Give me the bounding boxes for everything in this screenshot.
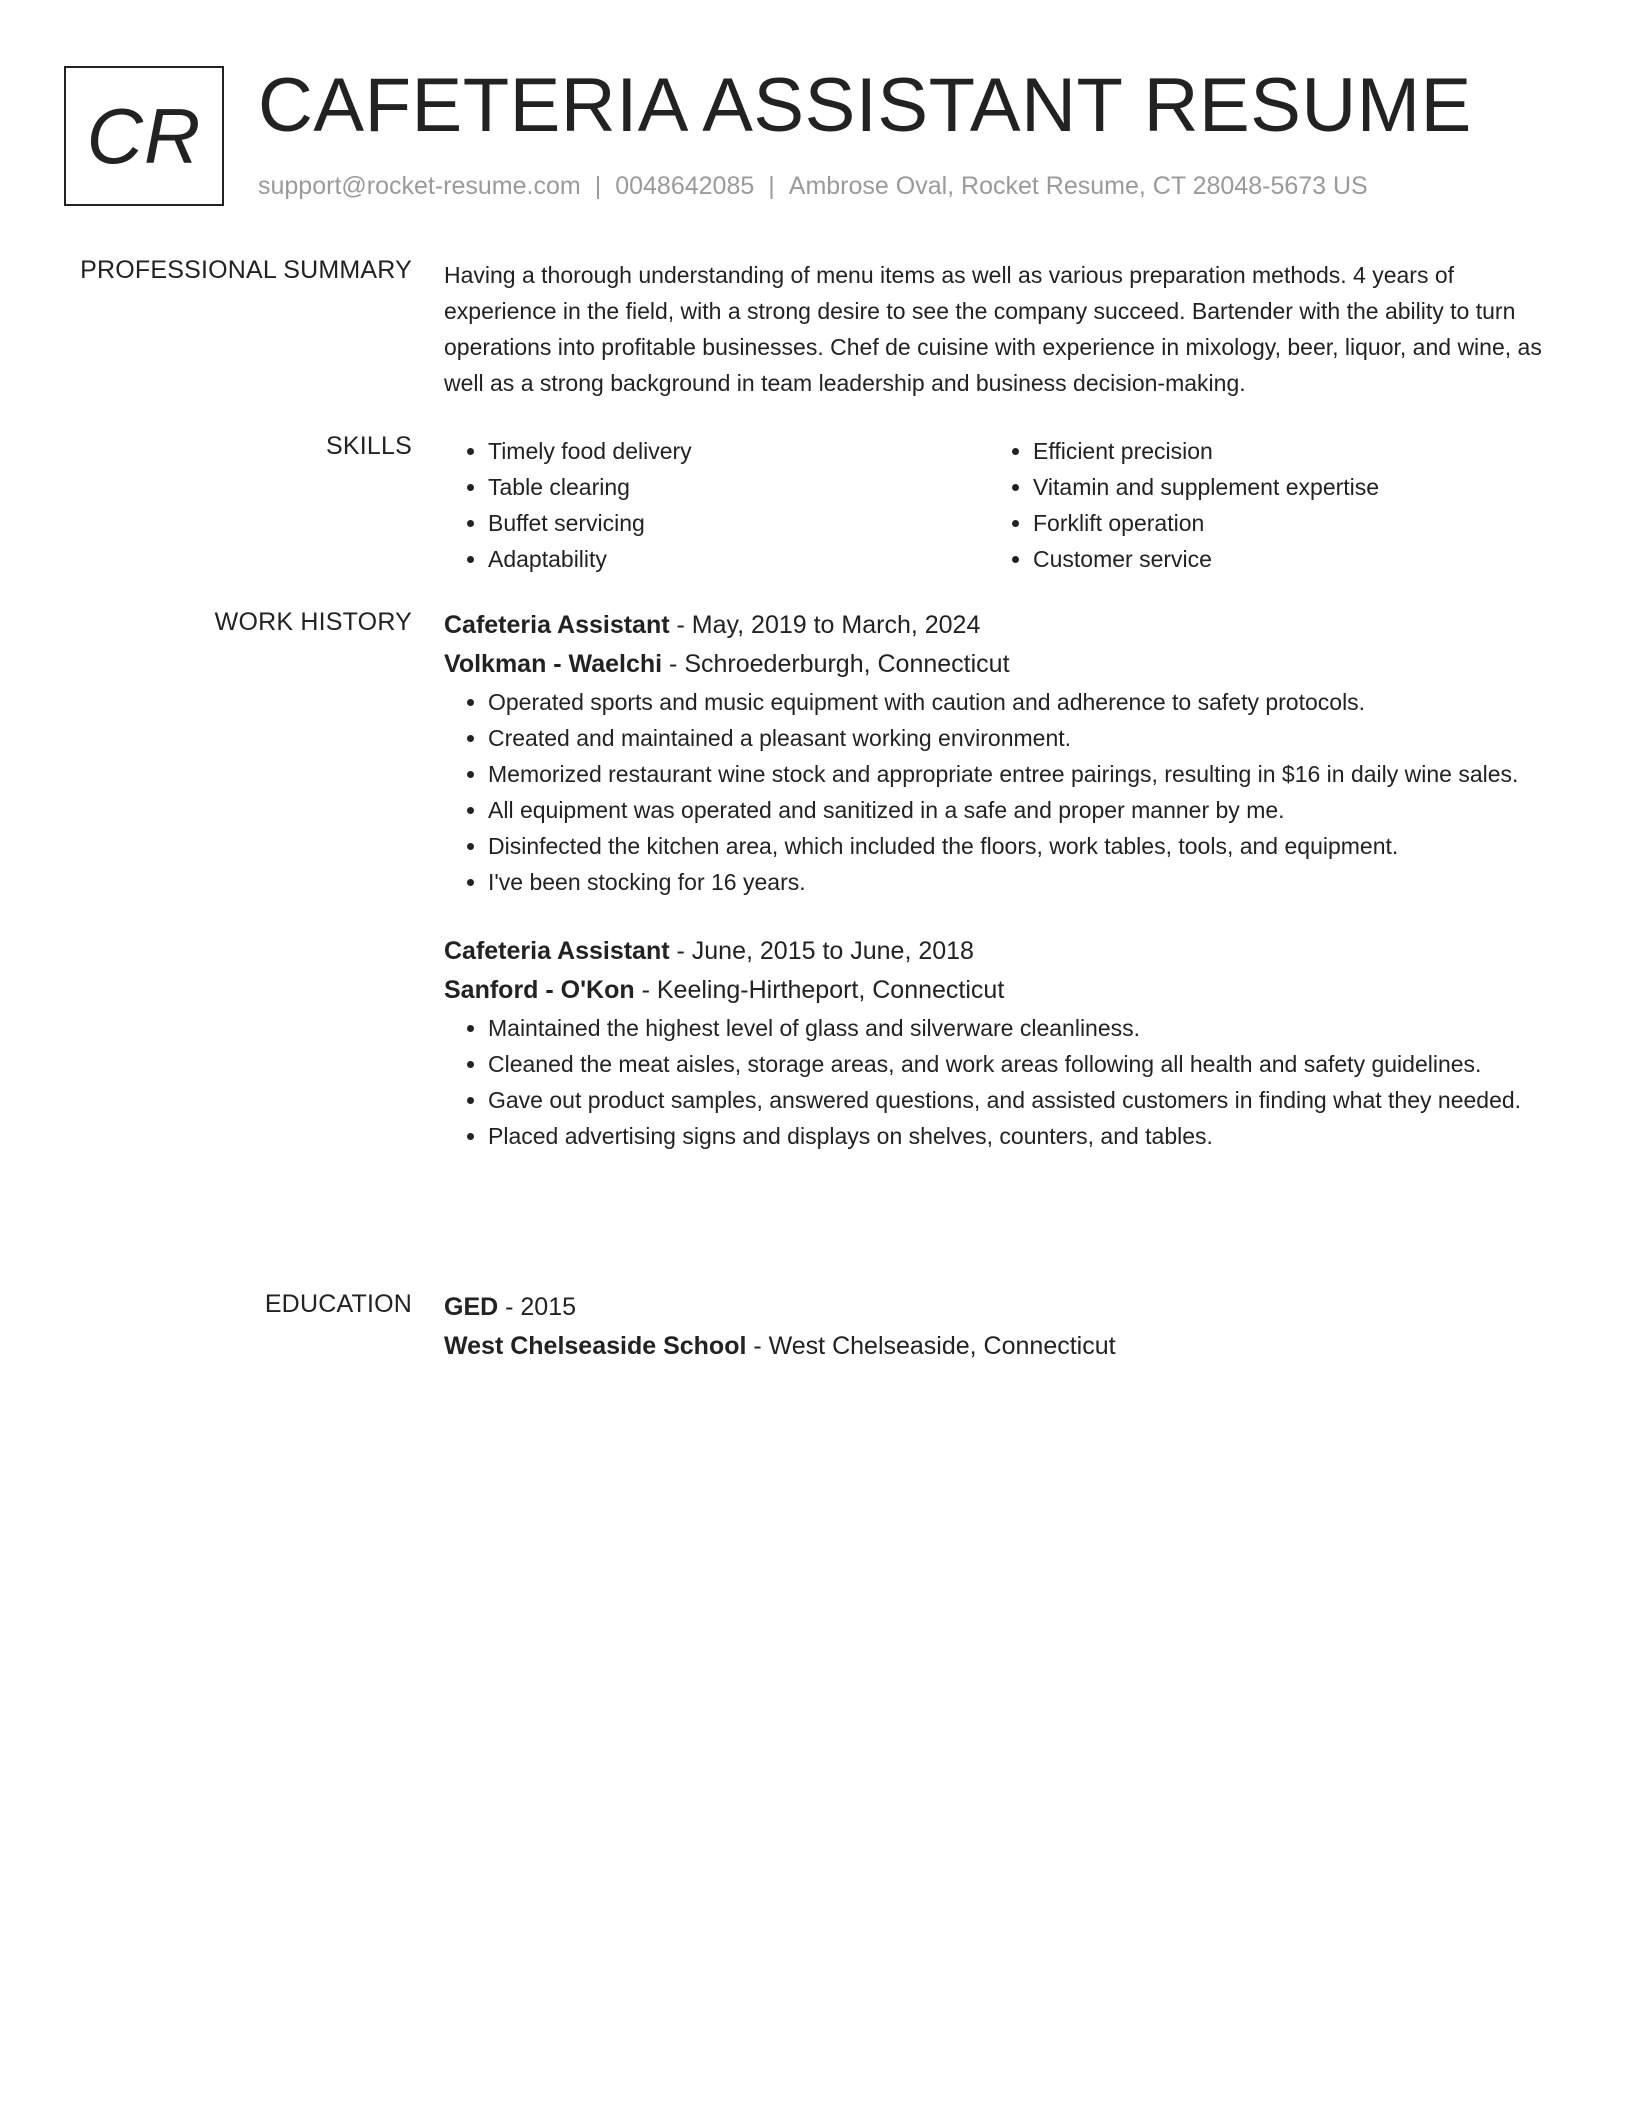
work-history-body — [444, 606, 1559, 1154]
job-company: Volkman - Waelchi — [444, 650, 663, 678]
contact-line — [258, 172, 1368, 201]
work-history-heading: WORK HISTORY — [214, 608, 412, 636]
education-degree: GED — [444, 1293, 499, 1321]
job-duty: • All equipment was operated and sanitized in a safe and proper manner by me. — [488, 792, 1559, 828]
summary-heading: PROFESSIONAL SUMMARY — [80, 256, 412, 284]
resume-title: CAFETERIA ASSISTANT RESUME — [258, 63, 1472, 148]
education-body — [444, 1288, 1559, 1366]
job-company-line — [444, 645, 1559, 684]
skill-item: • Timely food delivery — [488, 433, 989, 469]
job-company: Sanford - O'Kon — [444, 976, 635, 1004]
skill-item: • Adaptability — [488, 541, 989, 577]
job-title: Cafeteria Assistant — [444, 611, 670, 639]
summary-text: Having a thorough understanding of menu items as well as various preparation methods. 4 years of experience in the field, with a strong desire to see the company succeed. Bartender with the ability to turn operations into profitable businesses. Chef de cuisine with experience in mixology, beer, liquor, and wine, as well as a strong background in team leadership and business decision-making. — [444, 262, 1542, 396]
contact-email: support@rocket-resume.com — [258, 172, 581, 200]
job-company-line — [444, 971, 1559, 1010]
job-title-line — [444, 932, 1559, 971]
skills-column-right — [989, 433, 1534, 577]
contact-phone: 0048642085 — [615, 172, 755, 200]
skill-item: • Vitamin and supplement expertise — [1033, 469, 1534, 505]
contact-separator: | — [768, 172, 775, 200]
education-school-line — [444, 1327, 1559, 1366]
education-year: - 2015 — [498, 1293, 577, 1321]
job-duty: • Memorized restaurant wine stock and appropriate entree pairings, resulting in $16 in daily wine sales. — [488, 756, 1559, 792]
skills-body — [444, 433, 1559, 577]
job-entry — [444, 932, 1559, 1154]
resume-header — [64, 63, 1568, 210]
education-school: West Chelseaside School — [444, 1332, 747, 1360]
job-duty: • Maintained the highest level of glass and silverware cleanliness. — [488, 1010, 1559, 1046]
skills-list-left — [444, 433, 989, 577]
job-entry — [444, 606, 1559, 900]
job-duty: • Gave out product samples, answered questions, and assisted customers in finding what they needed. — [488, 1082, 1559, 1118]
skill-item: • Table clearing — [488, 469, 989, 505]
skill-item: • Customer service — [1033, 541, 1534, 577]
contact-separator: | — [594, 172, 602, 200]
job-duty: • Created and maintained a pleasant working environment. — [488, 720, 1559, 756]
skills-column-left — [444, 433, 989, 577]
education-location: - West Chelseaside, Connecticut — [746, 1332, 1116, 1360]
summary-body — [444, 257, 1559, 401]
job-title: Cafeteria Assistant — [444, 937, 670, 965]
skills-grid — [444, 433, 1559, 577]
job-duties-list — [444, 1010, 1559, 1154]
skill-item: • Efficient precision — [1033, 433, 1534, 469]
skill-item: • Buffet servicing — [488, 505, 989, 541]
monogram-badge: CR — [64, 66, 224, 206]
job-duty: • Disinfected the kitchen area, which included the floors, work tables, tools, and equipment. — [488, 828, 1559, 864]
skills-heading: SKILLS — [326, 432, 412, 460]
job-duty: • Placed advertising signs and displays on shelves, counters, and tables. — [488, 1118, 1559, 1154]
job-title-line — [444, 606, 1559, 645]
education-degree-line — [444, 1288, 1559, 1327]
job-duty: • Operated sports and music equipment with caution and adherence to safety protocols. — [488, 684, 1559, 720]
education-heading: EDUCATION — [264, 1290, 412, 1318]
job-duty: • I've been stocking for 16 years. — [488, 864, 1559, 900]
job-dates: - May, 2019 to March, 2024 — [669, 611, 981, 639]
job-dates: - June, 2015 to June, 2018 — [669, 937, 974, 965]
skill-item: • Forklift operation — [1033, 505, 1534, 541]
job-duties-list — [444, 684, 1559, 900]
contact-address: Ambrose Oval, Rocket Resume, CT 28048-5673 US — [788, 172, 1368, 200]
job-duty: • Cleaned the meat aisles, storage areas, and work areas following all health and safety guidelines. — [488, 1046, 1559, 1082]
job-location: - Keeling-Hirtheport, Connecticut — [634, 976, 1005, 1004]
job-location: - Schroederburgh, Connecticut — [662, 650, 1010, 678]
skills-list-right — [989, 433, 1534, 577]
